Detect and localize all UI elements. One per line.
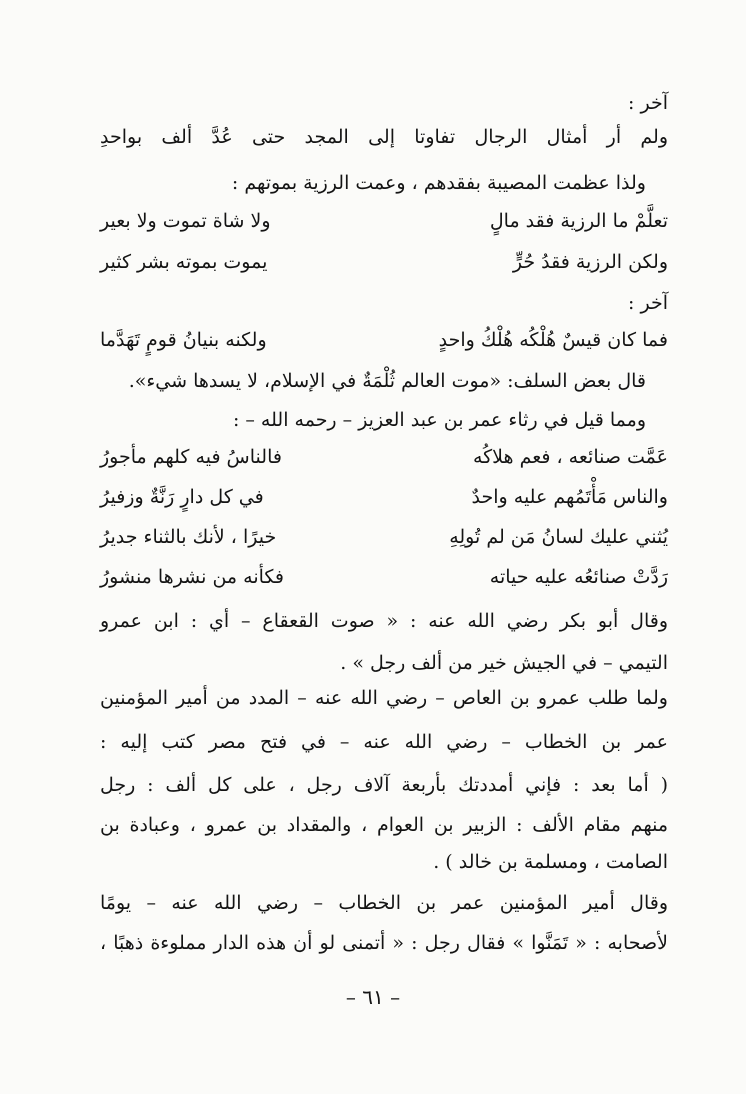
verse-hemistich-second: في كل دارٍ رَنَّةٌ وزفيرُ <box>100 486 264 508</box>
verse-line <box>100 247 668 277</box>
verse-hemistich-second: ولكنه بنيانُ قومٍ تَهَدَّما <box>100 329 267 351</box>
verse-hemistich-first: يُثني عليك لسانُ مَن لم تُولِهِ <box>449 526 668 548</box>
verse-line-single: ولم أر أمثال الرجال تفاوتا إلى المجد حتى عُدَّ ألف بواحدِ <box>100 126 668 148</box>
text-line: التيمي – في الجيش خير من ألف رجل » . <box>340 652 668 674</box>
verse-hemistich-second: يموت بموته بشر كثير <box>100 251 268 273</box>
verse-hemistich-first: رَدَّتْ صنائعُه عليه حياته <box>489 566 668 588</box>
verse-line <box>100 522 668 552</box>
verse-hemistich-first: تعلَّمْ ما الرزية فقد مالٍ <box>489 210 668 232</box>
text-line: وقال أمير المؤمنين عمر بن الخطاب – رضي الله عنه – يومًا <box>100 892 668 914</box>
heading-other-poet: آخر : <box>628 292 668 314</box>
text-line: الصامت ، ومسلمة بن خالد ) . <box>433 851 668 873</box>
verse-line <box>100 562 668 592</box>
heading-other-poet: آخر : <box>628 92 668 114</box>
text-line: قال بعض السلف: «موت العالم ثُلْمَةٌ في الإسلام، لا يسدها شيء». <box>128 370 646 392</box>
text-line: ( أما بعد : فإني أمددتك بأربعة آلاف رجل ، على كل ألف : رجل <box>100 774 668 796</box>
verse-line <box>100 325 668 355</box>
text-line: ولذا عظمت المصيبة بفقدهم ، وعمت الرزية بموتهم : <box>231 172 646 194</box>
text-line: لأصحابه : « تَمَنَّوا » فقال رجل : « أتمنى لو أن هذه الدار مملوءة ذهبًا ، <box>100 932 668 954</box>
text-line: منهم مقام الألف : الزبير بن العوام ، والمقداد بن عمرو ، وعبادة بن <box>100 814 668 836</box>
text-line: وقال أبو بكر رضي الله عنه : « صوت القعقاع – أي : ابن عمرو <box>100 610 668 632</box>
verse-hemistich-second: خيرًا ، لأنك بالثناء جديرُ <box>100 526 277 548</box>
verse-hemistich-first: ولكن الرزية فقدُ حُرٍّ <box>512 251 668 273</box>
text-line: عمر بن الخطاب – رضي الله عنه – في فتح مصر كتب إليه : <box>100 731 668 753</box>
verse-line <box>100 482 668 512</box>
verse-line <box>100 206 668 236</box>
verse-hemistich-second: فالناسُ فيه كلهم مأجورُ <box>100 446 282 468</box>
verse-hemistich-first: فما كان قيسٌ هُلْكُه هُلْكُ واحدٍ <box>438 329 668 351</box>
verse-line <box>100 442 668 472</box>
verse-hemistich-first: عَمَّت صنائعه ، فعم هلاكُه <box>472 446 668 468</box>
page-number: – ٦١ – <box>345 985 401 1009</box>
verse-hemistich-first: والناس مَأْتَمُهم عليه واحدٌ <box>471 486 668 508</box>
text-line: ولما طلب عمرو بن العاص – رضي الله عنه – المدد من أمير المؤمنين <box>100 687 668 709</box>
verse-hemistich-second: ولا شاة تموت ولا بعير <box>100 210 271 232</box>
text-line: ومما قيل في رثاء عمر بن عبد العزيز – رحمه الله – : <box>232 409 646 431</box>
verse-hemistich-second: فكأنه من نشرها منشورُ <box>100 566 284 588</box>
